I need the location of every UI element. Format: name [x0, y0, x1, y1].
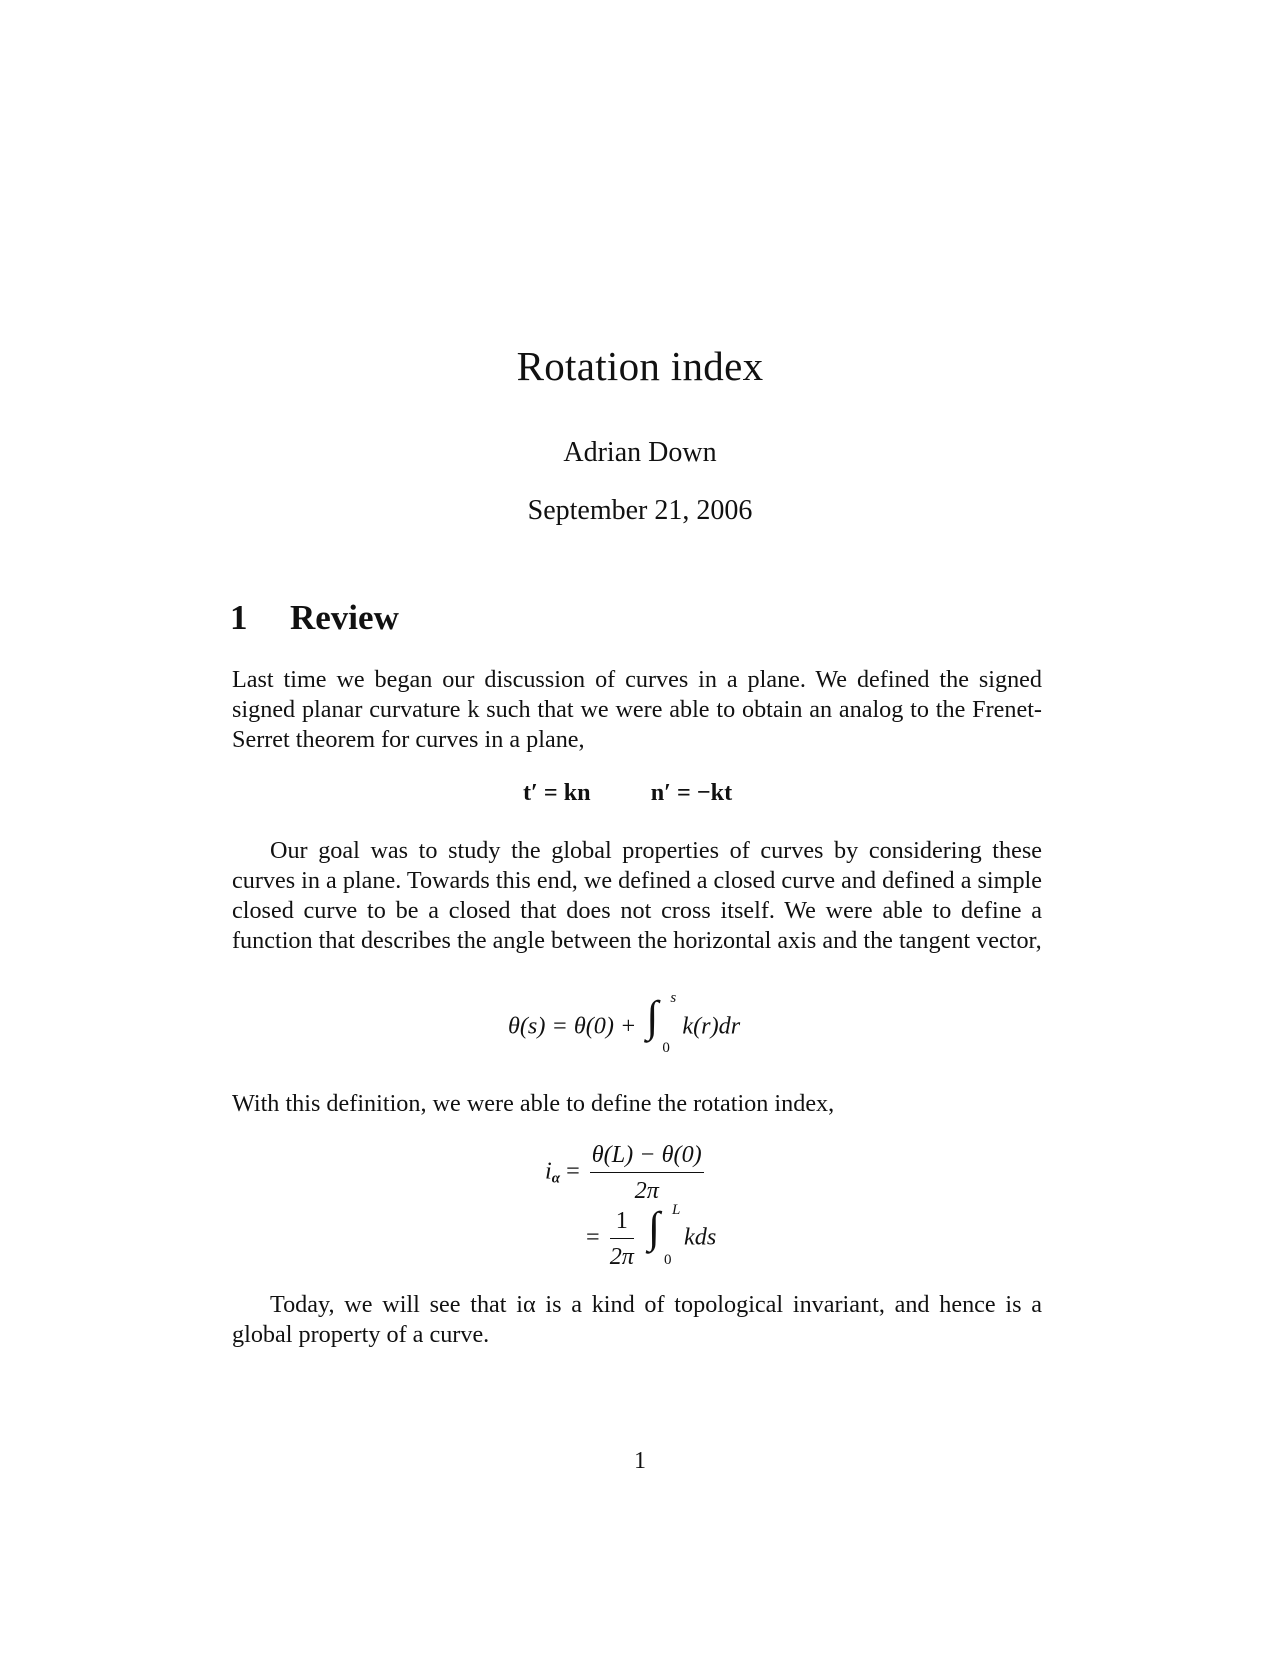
paragraph-goal: Our goal was to study the global properties of curves by considering these curves in a plane. Towards this end, we defined a closed curve and defined a simple closed curve to be a closed that does not cross itself. We were able to define a function that describes the angle between the horizontal axis and the tangent vector, [232, 837, 1042, 954]
rotation-index-subscript: α [551, 1170, 561, 1187]
fraction-numerator: θ(L) − θ(0) [590, 1141, 704, 1173]
equation-theta-integrand: k(r)dr [682, 1012, 741, 1040]
paragraph-intro: Last time we began our discussion of curves in a plane. We defined the signed signed planar curvature k such that we were able to obtain an analog to the Frenet-Serret theorem for curves in a plane, [232, 666, 1042, 753]
equation-rotation-index-line1: iα = $\frac{\theta(L) - \theta(0)}{2\pi}$ [545, 1141, 702, 1204]
equation-rotation-index-line2: = $\frac{1}{2\pi}$ ∫ L 0 kds [586, 1202, 717, 1270]
fraction-denominator: 2π [634, 1177, 659, 1204]
section-heading [230, 600, 399, 635]
integral-2-upper-limit: L [671, 1202, 681, 1218]
integral-symbol-2: ∫ L 0 [647, 1202, 681, 1268]
fraction-2-denominator: 2π [609, 1243, 634, 1270]
equation-frenet-serret [523, 781, 732, 805]
rotation-index-fraction [590, 1141, 704, 1205]
rotation-index-symbol: i [545, 1157, 552, 1185]
rotation-index-fraction-2 [610, 1207, 634, 1271]
equation-frenet-n: n′ = −kt [650, 779, 733, 806]
integral-symbol: ∫ s 0 [646, 990, 677, 1056]
integral-upper-limit: s [670, 990, 677, 1006]
page-number: 1 [634, 1448, 646, 1474]
paragraph-definition: With this definition, we were able to define the rotation index, [232, 1090, 835, 1117]
equation-theta [508, 990, 741, 1056]
section-title: Review [290, 598, 399, 637]
integral-2-lower-limit: 0 [663, 1252, 672, 1268]
document-date: September 21, 2006 [527, 495, 753, 526]
document-title: Rotation index [516, 343, 764, 389]
section-number: 1 [230, 598, 248, 637]
equation-frenet-t: t′ = kn [523, 779, 591, 806]
equation-theta-lhs: θ(s) = θ(0) + [508, 1012, 637, 1040]
equation-rotation-integrand: kds [684, 1223, 717, 1251]
integral-lower-limit: 0 [662, 1040, 670, 1056]
document-author: Adrian Down [563, 437, 717, 468]
fraction-2-numerator: 1 [610, 1207, 634, 1239]
paragraph-today: Today, we will see that iα is a kind of topological invariant, and hence is a global property of a curve. [232, 1291, 1042, 1348]
